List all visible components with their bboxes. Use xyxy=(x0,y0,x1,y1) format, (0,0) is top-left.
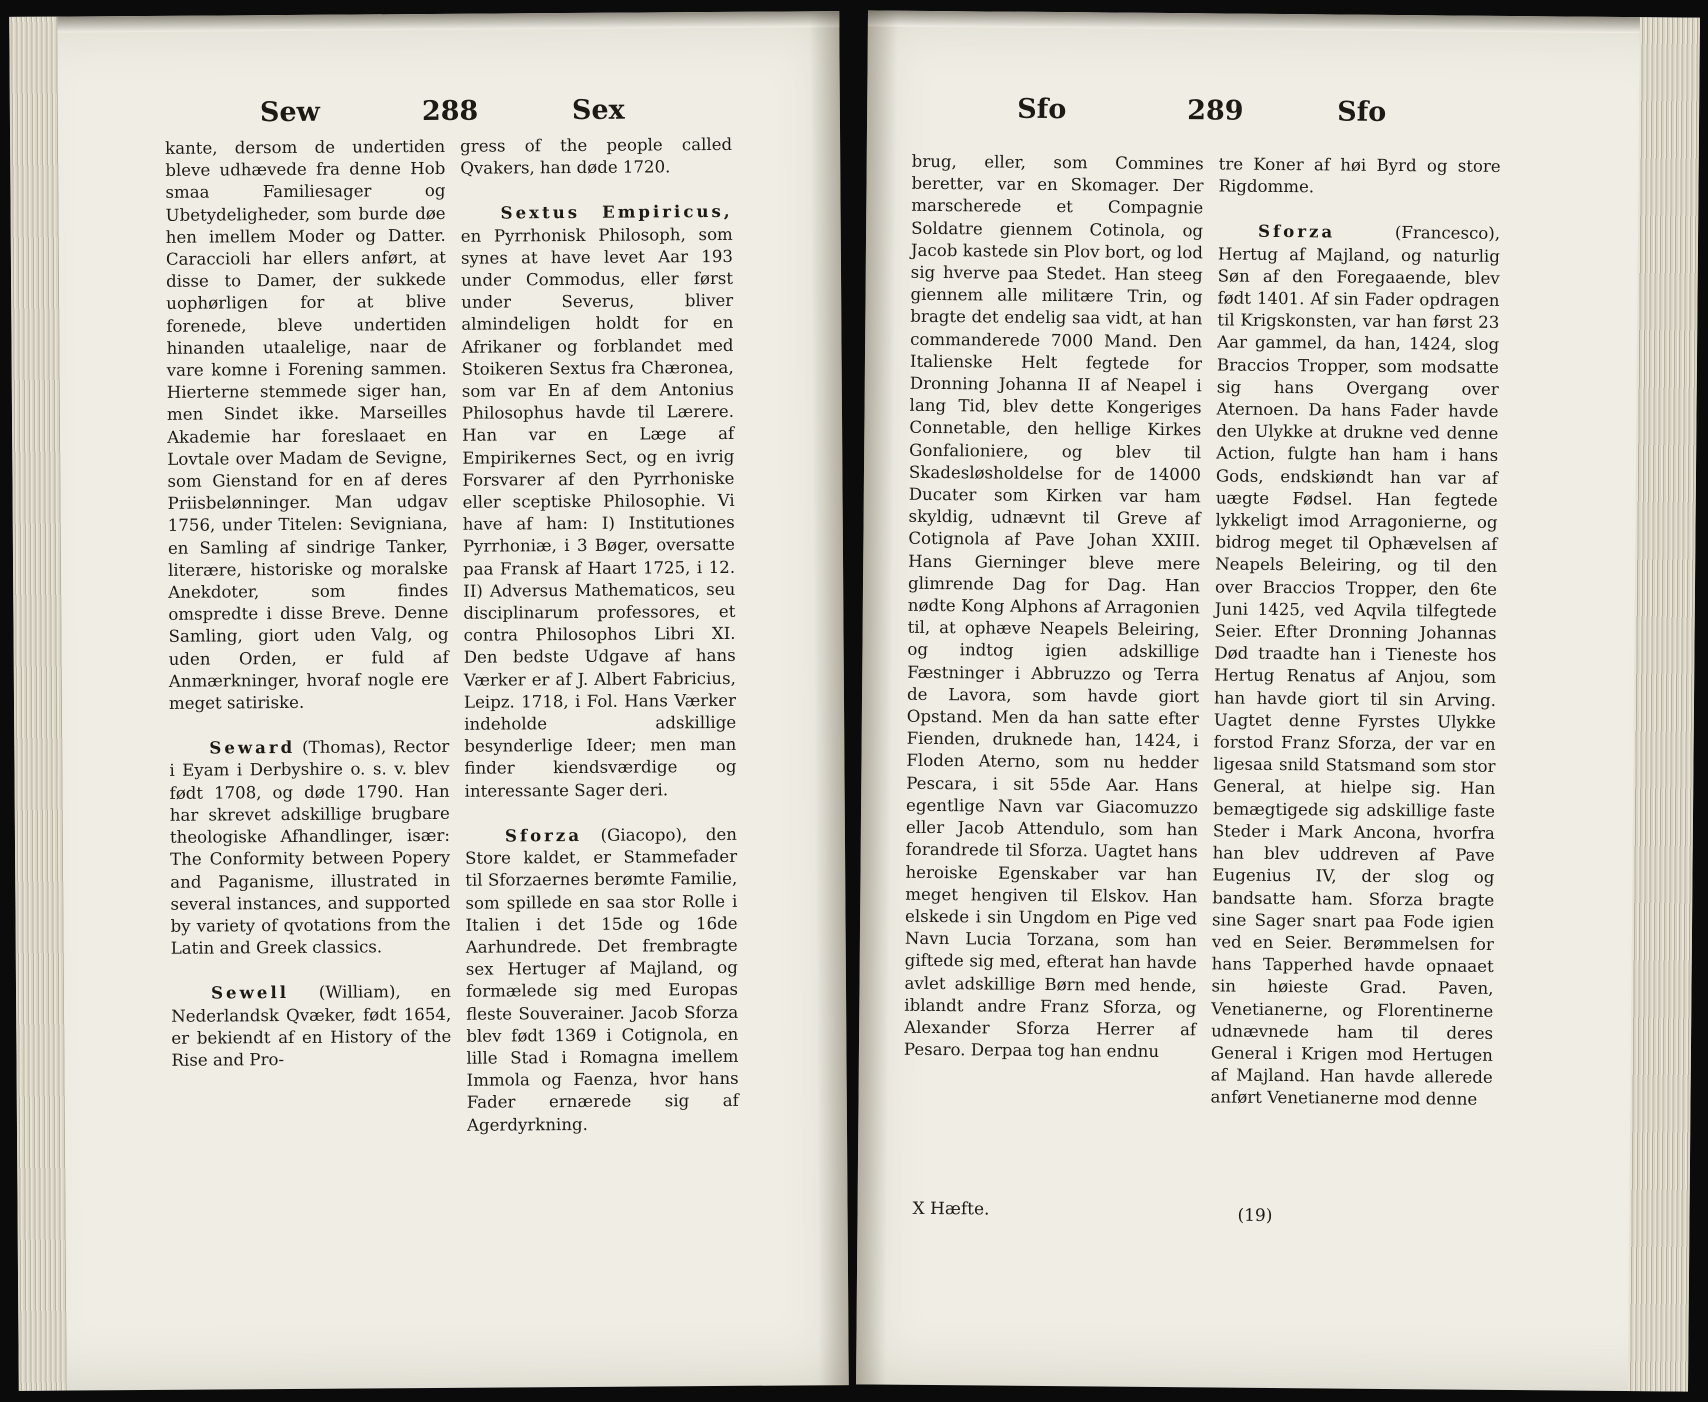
entry-name: (Giacopo), xyxy=(600,825,688,845)
page-top-edge xyxy=(9,11,839,33)
page-number: 289 xyxy=(1187,95,1244,127)
left-page xyxy=(9,11,849,1391)
gutter-shadow xyxy=(809,11,849,1385)
running-header-right xyxy=(867,92,1699,139)
left-column-2 xyxy=(460,134,739,1137)
entry-sforza-francesco xyxy=(1210,220,1500,1112)
entry-headword: Sforza xyxy=(1258,221,1336,242)
header-guide-word-left: Sfo xyxy=(1017,93,1067,126)
entry-name: (Francesco), xyxy=(1394,223,1501,244)
entry-text: Rector i Eyam i Derbyshire o. s. v. blev født 1708, og døde 1790. Han har skrevet adskillige brugbare theologiske Afhandlinger, især: The Conformity between Popery and Paganisme, illustrated in several instances, and supported by variety of qvotations from the Latin and Greek classics. xyxy=(169,737,451,958)
entry-headword: Seward xyxy=(209,737,296,758)
entry-sextus xyxy=(461,200,737,802)
entry-headword: Sforza xyxy=(504,824,583,846)
right-column-1 xyxy=(904,151,1204,1064)
sheet-number: (19) xyxy=(1237,1205,1273,1226)
page-number: 288 xyxy=(421,95,479,128)
entry-name: (Thomas), xyxy=(302,737,387,758)
entry-continuation: tre Koner af høi Byrd og store Rigdomme. xyxy=(1218,154,1501,197)
entry-text: Hertug af Majland, og naturlig Søn af den Foregaaende, blev født 1401. Af sin Fader opdragen til Krigskonsten, var han først 23 Aar gammel, da han, 1424, slog Braccios Tropper, som modsatte sig hans Overgang over Aternoen. Da hans Fader havde den Ulykke at drukne ved denne Action, fulgte han ham i hans Gods, endskiøndt han var af uægte Fødsel. Han fegtede lykkeligt imod Arragonierne, og bidrog meget til Ophævelsen af Neapels Beleiring, og til den over Braccios Tropper, den 6te Juni 1425, ved Aqvila tilfegtede Seier. Efter Dronning Johannas Død traadte han i Tieneste hos Hertug Renatus af Anjou, som han havde giort til sin Arving. Uagtet denne Fyrstes Ulykke forstod Franz Sforza, der var en ligesaa snild Statsmand som stor General, at hielpe sig. Han bemægtigede sig adskillige faste Steder i Mark Ancona, hvorfra han blev uddreven af Pave Eugenius IV, der slog og bandsatte ham. Sforza bragte sine Sager snart paa Fode igien ved en Seier. Berømmelsen for hans Tapperhed havde opnaaet sin høieste Grad. Paven, Venetianerne, og Florentinerne udnævnede ham til deres General i Krigen mod Hertugen af Majland. Han havde allerede anført Venetianerne mod denne xyxy=(1210,244,1500,1110)
entry-continuation: kante, dersom de undertiden bleve udhævede fra denne Hob smaa Familiesager og Ubetydeligheder, som burde døe hen imellem Moder og Datter. Caraccioli har ellers anført, at disse to Damer, der sukkede uophørligen for at blive forenede, bleve undertiden hinanden utaalelige, naar de vare komne i Forening sammen. Hierterne stemmede siger han, men Sindet ikke. Marseilles Akademie har foreslaaet en Lovtale over Madam de Sevigne, som Gienstand for en af deres Priisbelønninger. Man udgav 1756, under Titelen: Sevigniana, en Samling af sindrige Tanker, literære, historiske og moralske Anekdoter, som findes omspredte i disse Breve. Denne Samling, giort uden Valg, og uden Orden, er fuld af Anmærkninger, hvoraf nogle ere meget satiriske. xyxy=(165,136,449,713)
header-guide-word-right: Sfo xyxy=(1337,96,1387,128)
header-guide-word-left: Sew xyxy=(259,96,320,129)
gutter-shadow xyxy=(856,10,898,1384)
entry-sforza-giacopo xyxy=(465,823,739,1137)
entry-name: (William), xyxy=(318,982,401,1003)
header-guide-word-right: Sex xyxy=(571,94,625,126)
running-header-left xyxy=(10,93,840,139)
entry-seward xyxy=(169,735,451,960)
entry-continuation: gress of the people called Qvakers, han døde 1720. xyxy=(460,134,733,178)
page-edges-right xyxy=(1628,17,1700,1391)
right-column-2 xyxy=(1210,153,1500,1111)
signature-mark: X Hæfte. xyxy=(912,1198,990,1220)
page-top-edge xyxy=(868,10,1700,33)
entry-text: en Pyrrhonisk Philosoph, som synes at have levet Aar 193 under Commodus, eller først under Severus, bliver almindeligen holdt for en Afrikaner og forblandet med Stoikeren Sextus fra Chæronea, som var En af dem Antonius Philosophus havde til Lærere. Han var en Læge af Empirikernes Sect, og en ivrig Forsvarer af den Pyrrhoniske eller sceptiske Philosophie. Vi have af ham: I) Institutiones Pyrrhoniæ, i 3 Bøger, oversatte paa Fransk af Haart 1725, i 12. II) Adversus Mathematicos, seu disciplinarum professores, et contra Philosophos Libri XI. Den bedste Udgave af hans Værker er af J. Albert Fabricius, Leipz. 1718, i Fol. Hans Værker indeholde adskillige besynderlige Ideer; men man finder kiendsværdige og interessante Sager deri. xyxy=(460,224,737,801)
right-page xyxy=(856,10,1700,1391)
entry-text: en Nederlandsk Qvæker, født 1654, er bekiendt af en History of the Rise and Pro- xyxy=(171,982,452,1070)
entry-sewell xyxy=(171,980,452,1072)
page-edges-left xyxy=(9,17,67,1391)
entry-continuation: brug, eller, som Commines beretter, var en Skomager. Der marscherede et Compagnie Soldatre giennem Cotinola, og Jacob kastede sin Plov bort, og lod sig hverve paa Stedet. Han steeg giennem alle militære Trin, og bragte det endelig saa vidt, at han commanderede 7000 Mand. Den Italienske Helt fegtede for Dronning Johanna II af Neapel i lang Tid, blev dette Kongeriges Connetable, den hellige Kirkes Gonfalioniere, og blev til Skadesløsholdelse for de 14000 Ducater som Kirken var ham skyldig, udnævnt til Greve af Cotignola af Pave Johan XXIII. Hans Gierninger bleve mere glimrende Dag for Dag. Han nødte Kong Alphons af Arragonien til, at ophæve Neapels Beleiring, og indtog igien adskillige Fæstninger i Abbruzzo og Terra de Lavora, som havde giort Opstand. Men da han satte efter Fienden, druknede han, 1424, i Floden Aterno, som nu hedder Pescara, i sit 55de Aar. Hans egentlige Navn var Giacomuzzo eller Jacob Attendulo, som han forandrede til Sforza. Uagtet hans heroiske Egenskaber var han meget hengiven til Elskov. Han elskede i sin Ungdom en Pige ved Navn Lucia Torzana, som han giftede sig med, efterat han havde avlet adskillige Børn med hende, iblandt andre Franz Sforza, og Alexander Sforza Herrer af Pesaro. Derpaa tog han endnu xyxy=(903,151,1204,1062)
left-column-1 xyxy=(165,136,452,1072)
entry-headword: Sextus Empiricus, xyxy=(500,201,733,223)
entry-text: den Store kaldet, er Stammefader til Sforzaernes berømte Familie, som spillede en saa stor Rolle i Italien i det 15de og 16de Aarhundrede. Det frembragte sex Hertuger af Majland, og formælede sig med Europas fleste Souverainer. Jacob Sforza blev født 1369 i Cotignola, en lille Stad i Romagna imellem Immola og Faenza, hvor hans Fader ernærede sig af Agerdyrkning. xyxy=(465,824,739,1135)
entry-headword: Sewell xyxy=(210,982,290,1003)
